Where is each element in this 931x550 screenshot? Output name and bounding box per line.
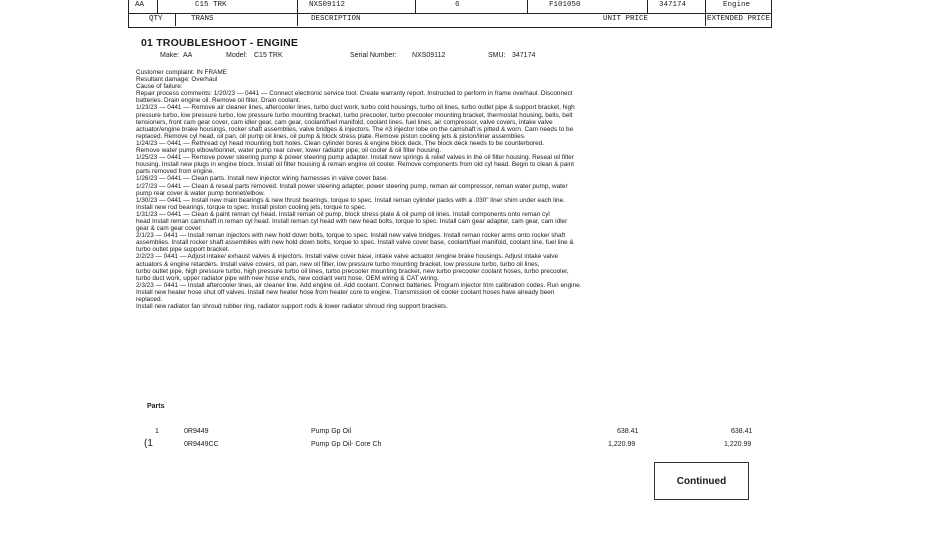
comment-line: 1/23/23 — 0441 — Remove air cleaner lines, aftercooler lines, turbo duct work, turbo cold housings, turbo oil lines, turbo outlet pipe & support bracket, high bbox=[136, 104, 575, 112]
header-row-columns bbox=[129, 13, 771, 26]
comment-line: housing. Install new plugs in engine block. Install oil filter housing & reman engine oil cooler. Remove components from old cyl head. Begin to clean & paint bbox=[136, 161, 575, 169]
header-cell-category: Engine bbox=[723, 1, 751, 9]
header-cell-code: F101050 bbox=[549, 1, 581, 9]
smu-label: SMU: bbox=[488, 52, 506, 59]
comment-line: Install new rod bearings, torque to spec. Install piston cooling jets, torque to spec. bbox=[136, 203, 367, 211]
column-description: DESCRIPTION bbox=[311, 15, 361, 23]
part-extended-price: 638.41 bbox=[731, 428, 753, 435]
header-row-values bbox=[129, 0, 771, 14]
smu-value: 347174 bbox=[512, 52, 536, 59]
header-cell-serial: NXS09112 bbox=[309, 1, 346, 9]
comment-line: Repair process comments: 1/20/23 — 0441 — Connect electronic service tool. Create warranty report. Instructed to perform in frame overhaul. Disconnect bbox=[136, 90, 573, 98]
comment-line: head Install reman camshaft in reman cyl head. Install reman cyl head with new head bolts, torque to spec. Install cam gear adapter, cam gear, cam idler bbox=[136, 217, 568, 225]
comment-line: actuator/engine brake housings, rocker shaft assemblies, valve bridges & injectors. The #3 injector lobe on the camshaft is pitted & worn. Cam needs to be bbox=[136, 125, 574, 133]
comment-line: Resultant damage: Overhaul bbox=[136, 76, 218, 84]
comment-line: Customer complaint: IN FRAME bbox=[136, 69, 227, 76]
part-qty: (1 bbox=[144, 438, 153, 449]
part-qty: 1 bbox=[155, 428, 159, 435]
header-table bbox=[128, 0, 772, 28]
comment-line: parts removed from engine. bbox=[136, 168, 215, 176]
continued-button[interactable]: Continued bbox=[654, 462, 749, 500]
parts-label: Parts bbox=[147, 403, 165, 410]
comment-line: Install new heater hose shut off valves. Install new heater hose from heater core to engine. Transmission oil cooler coolant hoses have already been bbox=[136, 288, 555, 296]
comment-line: actuators & engine retarders. Install valve covers, oil pan, new oil filter, low pressure turbo mounting bracket, low pressure turbo, turbo oil lines, bbox=[136, 260, 540, 268]
header-cell-make: AA bbox=[135, 1, 145, 9]
header-cell-smu: 347174 bbox=[659, 1, 687, 9]
comment-line: Cause of failure: bbox=[136, 83, 183, 91]
comment-line: batteries. Drain engine oil. Remove oil filter. Drain coolant. bbox=[136, 97, 301, 105]
comment-line: replaced. bbox=[136, 296, 163, 303]
part-description: Pump Gp Oil bbox=[311, 428, 352, 435]
column-trans: TRANS bbox=[191, 15, 214, 23]
model-label: Model: bbox=[226, 52, 248, 59]
comment-line: 1/26/23 — 0441 — Clean parts. Install new injector wiring harnesses in valve cover base. bbox=[136, 175, 389, 183]
header-cell-number: 6 bbox=[455, 1, 460, 9]
part-unit-price: 1,220.99 bbox=[608, 441, 636, 448]
column-extended-price: EXTENDED PRICE bbox=[707, 15, 771, 23]
comment-line: 1/24/23 — 0441 — Rethread cyl head mounting bolt holes. Clean cylinder bores & engine block deck. The block deck needs to be counterbored. bbox=[136, 139, 545, 147]
model-value: C15 TRK bbox=[254, 52, 283, 59]
serial-label: Serial Number: bbox=[350, 52, 397, 59]
comment-line: tensioners, front cam gear cover, cam idler gear, cam gear, coolant/fuel manifold, coolant lines, fuel lines, air compressor, valve covers, intake valve bbox=[136, 118, 553, 126]
repair-comments bbox=[136, 69, 756, 310]
comment-line: pressure turbo, low pressure turbo, low pressure turbo mounting bracket, turbo precooler, turbo precooler mounting bracket, thermostat housing, belts, belt bbox=[136, 111, 573, 119]
comment-line: 2/3/23 — 0441 — Install aftercooler lines, air cleaner line. Add engine oil. Add coolant. Connect batteries. Program injector trim calibration codes. Run engine. bbox=[136, 281, 582, 289]
parts-row bbox=[140, 438, 760, 451]
serial-value: NXS09112 bbox=[412, 52, 446, 59]
part-number: 0R9449 bbox=[184, 428, 209, 435]
part-description: Pump Gp Oil- Core Ch bbox=[311, 441, 382, 448]
make-value: AA bbox=[183, 52, 193, 59]
make-label: Make: bbox=[160, 52, 180, 59]
header-cell-model: C15 TRK bbox=[195, 1, 227, 9]
comment-line: 1/27/23 — 0441 — Clean & reseal parts removed. Install power steering adapter, power steering pump, reman air compressor, reman water pump, water bbox=[136, 182, 568, 190]
comment-line: Install new radiator fan shroud rubber ring, radiator support rods & lower radiator shroud ring support brackets. bbox=[136, 303, 448, 311]
comment-line: pump rear cover & water pump bonnet/elbow. bbox=[136, 189, 265, 197]
comment-line: 2/1/23 — 0441 — Install reman injectors with new hold down bolts, torque to spec. Install new valve bridges. Install reman rocker arms onto rocker shaft bbox=[136, 232, 566, 240]
comment-line: turbo outlet pipe support bracket. bbox=[136, 246, 230, 254]
comment-line: turbo outlet pipe, high pressure turbo, high pressure turbo oil lines, turbo precooler mounting bracket, new turbo precooler coolant hoses, turbo precooler, bbox=[136, 267, 569, 275]
comment-line: 1/31/23 — 0441 — Clean & paint reman cyl head. Install reman oil pump, block stress plate & oil pump oil lines. Install components onto reman cyl bbox=[136, 210, 550, 218]
comment-line: 1/25/23 — 0441 — Remove power steering pump & power steering pump adapter. Install new springs & relief valves in the oil filter housing. Reseal oil filter bbox=[136, 154, 574, 162]
parts-row bbox=[140, 428, 760, 438]
comment-line: gear & cam gear cover. bbox=[136, 225, 203, 233]
comment-line: 1/30/23 — 0441 — Install new main bearings & new thrust bearings, torque to spec. Install reman cylinder packs with a .030" liner shim under each line. bbox=[136, 196, 565, 204]
column-qty: QTY bbox=[149, 15, 163, 23]
column-unit-price: UNIT PRICE bbox=[603, 15, 649, 23]
section-title: 01 TROUBLESHOOT - ENGINE bbox=[141, 37, 299, 49]
part-extended-price: 1,220.99 bbox=[724, 441, 752, 448]
part-number: 0R9449CC bbox=[184, 441, 219, 448]
comment-line: 2/2/23 — 0441 — Adjust intake/ exhaust valves & injectors. Install valve cover base, intake valve actuator /engine brake housings. Adjust intake valve bbox=[136, 253, 559, 261]
comment-line: replaced. Remove cyl head, oil pan, oil pump oil lines, oil pump & block stress plate. Remove piston cooling jets & piston/liner assemblies. bbox=[136, 132, 526, 140]
part-unit-price: 638.41 bbox=[617, 428, 639, 435]
comment-line: Remove water pump elbow/bonnet, water pump rear cover, lower radiator pipe, oil cooler & oil filter housing. bbox=[136, 147, 442, 155]
comment-line: turbo duct work, upper radiator pipe with new hose ends, new coolant vent hose. OEM wiring & CAT wiring. bbox=[136, 274, 439, 282]
comment-line: assemblies. Install rocker shaft assemblies with new hold down bolts, torque to spec. Install valve cover base, coolant/fuel manifold, coolant line, fuel line & bbox=[136, 239, 574, 247]
